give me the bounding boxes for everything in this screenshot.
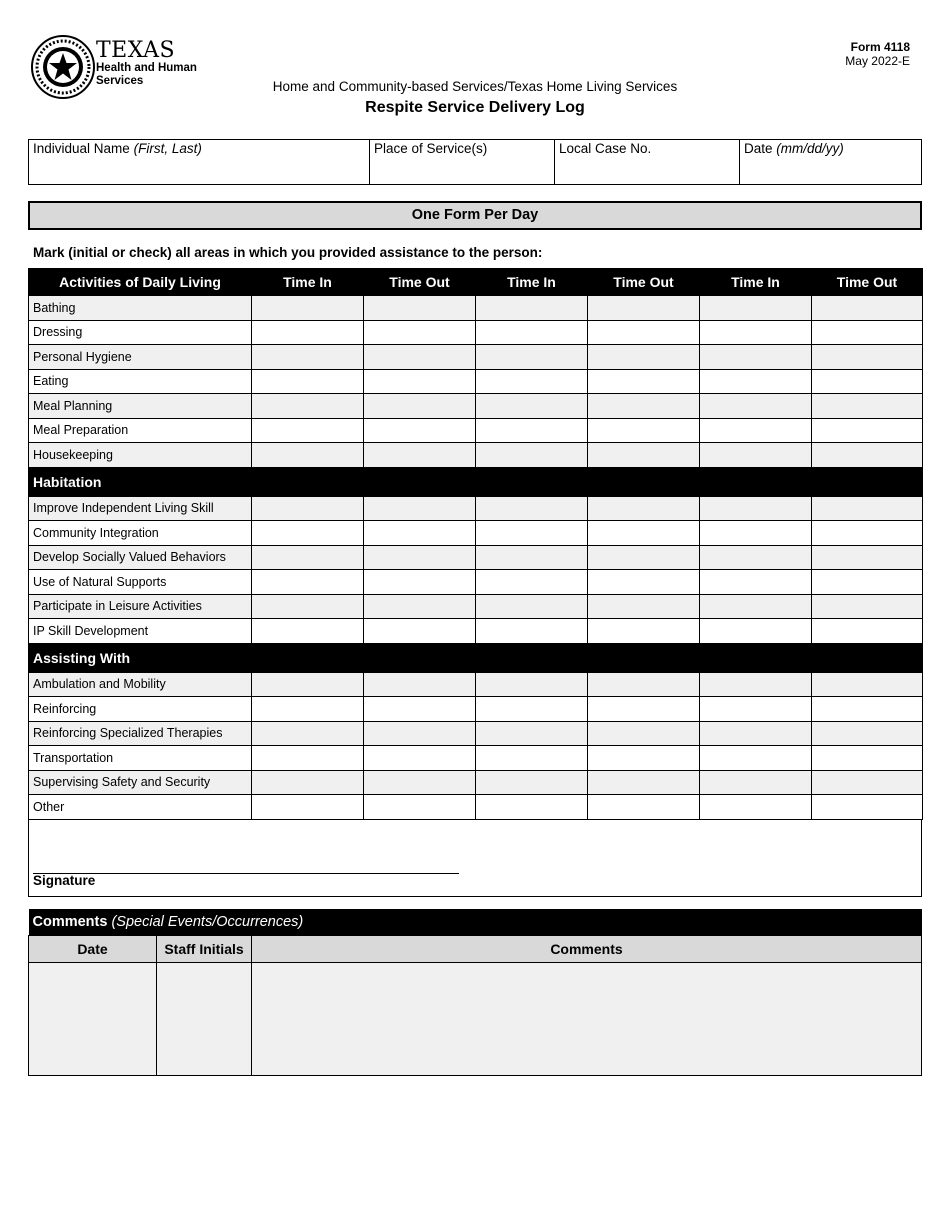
form-subtitle: Home and Community-based Services/Texas Home Living Services: [272, 79, 678, 94]
time-in-cell[interactable]: [476, 369, 588, 394]
time-in-cell[interactable]: [700, 619, 812, 644]
form-number: Form 4118: [850, 40, 910, 54]
time-out-cell[interactable]: [812, 320, 923, 345]
time-out-cell[interactable]: [588, 418, 700, 443]
table-row: [29, 594, 923, 619]
time-in-cell[interactable]: [700, 521, 812, 546]
time-out-cell[interactable]: [364, 521, 476, 546]
table-header-row: [29, 269, 923, 296]
time-in-cell[interactable]: [476, 394, 588, 419]
time-in-cell[interactable]: [252, 443, 364, 468]
time-out-cell[interactable]: [812, 521, 923, 546]
table-row: [29, 320, 923, 345]
time-out-cell[interactable]: [588, 721, 700, 746]
time-in-cell[interactable]: [252, 746, 364, 771]
logo-state-name: TEXAS: [96, 38, 176, 63]
time-out-cell[interactable]: [364, 746, 476, 771]
time-out-cell[interactable]: [364, 443, 476, 468]
time-out-cell[interactable]: [364, 496, 476, 521]
time-in-cell[interactable]: [700, 369, 812, 394]
signature-box[interactable]: [28, 819, 922, 897]
time-out-cell[interactable]: [364, 619, 476, 644]
comments-section-header: [29, 909, 922, 936]
time-in-cell[interactable]: [700, 296, 812, 321]
table-row: [29, 296, 923, 321]
one-form-per-day-banner: One Form Per Day: [28, 201, 922, 230]
activity-label: Participate in Leisure Activities: [29, 594, 252, 619]
time-out-cell[interactable]: [812, 570, 923, 595]
time-out-cell[interactable]: [588, 594, 700, 619]
activity-label: Eating: [29, 369, 252, 394]
time-out-cell[interactable]: [364, 296, 476, 321]
time-in-cell[interactable]: [700, 545, 812, 570]
field-hint: (mm/dd/yy): [776, 141, 844, 156]
time-out-cell[interactable]: [812, 443, 923, 468]
comments-table: [28, 909, 922, 1076]
time-in-cell[interactable]: [252, 394, 364, 419]
column-header: Time Out: [812, 269, 923, 296]
time-in-cell[interactable]: [252, 296, 364, 321]
activity-label: Bathing: [29, 296, 252, 321]
activity-label: Community Integration: [29, 521, 252, 546]
comment-text-cell[interactable]: [252, 963, 922, 1076]
time-in-cell[interactable]: [252, 594, 364, 619]
time-in-cell[interactable]: [700, 770, 812, 795]
time-in-cell[interactable]: [476, 770, 588, 795]
time-in-cell[interactable]: [700, 672, 812, 697]
activities-table: [28, 268, 923, 820]
activity-label: Dressing: [29, 320, 252, 345]
time-out-cell[interactable]: [588, 369, 700, 394]
table-row: [29, 770, 923, 795]
date-field[interactable]: [740, 140, 922, 185]
time-in-cell[interactable]: [252, 345, 364, 370]
time-out-cell[interactable]: [812, 770, 923, 795]
time-out-cell[interactable]: [588, 443, 700, 468]
time-in-cell[interactable]: [252, 721, 364, 746]
local-case-no-field[interactable]: [555, 140, 740, 185]
time-out-cell[interactable]: [364, 795, 476, 820]
place-of-service-field[interactable]: [370, 140, 555, 185]
time-in-cell[interactable]: [700, 697, 812, 722]
time-in-cell[interactable]: [700, 496, 812, 521]
time-in-cell[interactable]: [700, 721, 812, 746]
time-out-cell[interactable]: [588, 619, 700, 644]
time-out-cell[interactable]: [588, 672, 700, 697]
time-out-cell[interactable]: [812, 672, 923, 697]
time-out-cell[interactable]: [588, 770, 700, 795]
time-in-cell[interactable]: [252, 697, 364, 722]
time-in-cell[interactable]: [700, 345, 812, 370]
time-in-cell[interactable]: [476, 570, 588, 595]
column-header-date: Date: [29, 936, 157, 963]
time-in-cell[interactable]: [252, 545, 364, 570]
time-out-cell[interactable]: [588, 697, 700, 722]
time-in-cell[interactable]: [476, 418, 588, 443]
comment-date-cell[interactable]: [29, 963, 157, 1076]
column-header: Time Out: [364, 269, 476, 296]
time-in-cell[interactable]: [476, 721, 588, 746]
activity-label: Personal Hygiene: [29, 345, 252, 370]
time-out-cell[interactable]: [588, 345, 700, 370]
time-in-cell[interactable]: [700, 570, 812, 595]
time-out-cell[interactable]: [364, 697, 476, 722]
activity-label: Reinforcing: [29, 697, 252, 722]
comments-title: Comments: [32, 914, 108, 930]
table-row: [29, 697, 923, 722]
time-out-cell[interactable]: [812, 296, 923, 321]
time-out-cell[interactable]: [812, 369, 923, 394]
time-out-cell[interactable]: [812, 795, 923, 820]
section-title: Assisting With: [29, 643, 923, 672]
time-out-cell[interactable]: [812, 697, 923, 722]
section-header-row: [29, 643, 923, 672]
time-in-cell[interactable]: [252, 418, 364, 443]
field-hint: (First, Last): [133, 141, 202, 156]
time-in-cell[interactable]: [476, 697, 588, 722]
activity-label: Other: [29, 795, 252, 820]
activity-label: Develop Socially Valued Behaviors: [29, 545, 252, 570]
activity-label: Improve Independent Living Skill: [29, 496, 252, 521]
time-out-cell[interactable]: [588, 746, 700, 771]
table-row: [29, 418, 923, 443]
table-row: [29, 545, 923, 570]
time-out-cell[interactable]: [364, 770, 476, 795]
time-out-cell[interactable]: [588, 394, 700, 419]
time-in-cell[interactable]: [700, 443, 812, 468]
time-in-cell[interactable]: [700, 418, 812, 443]
table-row: [29, 521, 923, 546]
time-out-cell[interactable]: [364, 418, 476, 443]
time-out-cell[interactable]: [364, 721, 476, 746]
instructions-text: Mark (initial or check) all areas in which you provided assistance to the person:: [33, 245, 543, 260]
activity-label: Housekeeping: [29, 443, 252, 468]
column-header: Time Out: [588, 269, 700, 296]
signature-line: [33, 873, 459, 874]
time-out-cell[interactable]: [364, 545, 476, 570]
time-in-cell[interactable]: [700, 795, 812, 820]
time-in-cell[interactable]: [476, 345, 588, 370]
time-in-cell[interactable]: [476, 496, 588, 521]
table-row: [29, 345, 923, 370]
activity-label: Meal Preparation: [29, 418, 252, 443]
section-header-row: [29, 467, 923, 496]
activity-label: Reinforcing Specialized Therapies: [29, 721, 252, 746]
column-header: Time In: [476, 269, 588, 296]
table-row: [29, 795, 923, 820]
individual-name-field[interactable]: [29, 140, 370, 185]
time-out-cell[interactable]: [588, 545, 700, 570]
column-header-staff-initials: Staff Initials: [157, 936, 252, 963]
time-out-cell[interactable]: [588, 496, 700, 521]
time-out-cell[interactable]: [812, 545, 923, 570]
time-in-cell[interactable]: [700, 394, 812, 419]
comment-initials-cell[interactable]: [157, 963, 252, 1076]
time-out-cell[interactable]: [588, 320, 700, 345]
logo-line-1: Health and Human: [96, 62, 197, 74]
time-out-cell[interactable]: [364, 345, 476, 370]
column-header: Time In: [252, 269, 364, 296]
time-out-cell[interactable]: [588, 521, 700, 546]
time-in-cell[interactable]: [700, 746, 812, 771]
activity-label: Meal Planning: [29, 394, 252, 419]
time-in-cell[interactable]: [252, 672, 364, 697]
form-revision-date: May 2022-E: [845, 54, 910, 68]
table-row: [29, 369, 923, 394]
time-out-cell[interactable]: [364, 320, 476, 345]
time-in-cell[interactable]: [700, 594, 812, 619]
table-row: [29, 570, 923, 595]
field-label: Local Case No.: [559, 141, 652, 156]
column-header-comments: Comments: [252, 936, 922, 963]
time-out-cell[interactable]: [588, 795, 700, 820]
time-in-cell[interactable]: [476, 594, 588, 619]
form-identifier: [845, 40, 910, 68]
activity-label: IP Skill Development: [29, 619, 252, 644]
time-in-cell[interactable]: [252, 496, 364, 521]
time-out-cell[interactable]: [812, 594, 923, 619]
time-in-cell[interactable]: [700, 320, 812, 345]
table-row: [29, 443, 923, 468]
column-header: Activities of Daily Living: [29, 269, 252, 296]
time-out-cell[interactable]: [588, 570, 700, 595]
field-label: Individual Name: [33, 141, 130, 156]
field-label: Date: [744, 141, 773, 156]
time-in-cell[interactable]: [252, 795, 364, 820]
activity-label: Ambulation and Mobility: [29, 672, 252, 697]
time-in-cell[interactable]: [476, 746, 588, 771]
table-row: [29, 394, 923, 419]
time-out-cell[interactable]: [812, 418, 923, 443]
time-in-cell[interactable]: [476, 296, 588, 321]
time-in-cell[interactable]: [476, 320, 588, 345]
logo-line-2: Services: [96, 75, 144, 87]
time-in-cell[interactable]: [252, 369, 364, 394]
form-title: Respite Service Delivery Log: [365, 99, 585, 116]
activity-label: Transportation: [29, 746, 252, 771]
table-row: [29, 746, 923, 771]
time-in-cell[interactable]: [252, 570, 364, 595]
time-out-cell[interactable]: [812, 345, 923, 370]
time-out-cell[interactable]: [588, 296, 700, 321]
time-in-cell[interactable]: [476, 619, 588, 644]
time-out-cell[interactable]: [812, 619, 923, 644]
time-out-cell[interactable]: [812, 721, 923, 746]
section-title: Habitation: [29, 467, 923, 496]
time-in-cell[interactable]: [252, 770, 364, 795]
column-header: Time In: [700, 269, 812, 296]
time-out-cell[interactable]: [364, 369, 476, 394]
signature-label: Signature: [33, 873, 96, 888]
time-out-cell[interactable]: [812, 496, 923, 521]
time-in-cell[interactable]: [252, 521, 364, 546]
comments-title-hint: (Special Events/Occurrences): [111, 914, 304, 930]
time-out-cell[interactable]: [364, 594, 476, 619]
activity-label: Supervising Safety and Security: [29, 770, 252, 795]
time-out-cell[interactable]: [812, 746, 923, 771]
activity-label: Use of Natural Supports: [29, 570, 252, 595]
table-row: [29, 721, 923, 746]
time-out-cell[interactable]: [364, 394, 476, 419]
time-in-cell[interactable]: [252, 619, 364, 644]
time-in-cell[interactable]: [476, 521, 588, 546]
time-in-cell[interactable]: [476, 545, 588, 570]
time-out-cell[interactable]: [812, 394, 923, 419]
field-label: Place of Service(s): [374, 141, 488, 156]
table-row: [29, 619, 923, 644]
time-in-cell[interactable]: [476, 672, 588, 697]
table-row: [29, 496, 923, 521]
time-out-cell[interactable]: [364, 672, 476, 697]
individual-info-table: [28, 139, 922, 185]
time-in-cell[interactable]: [476, 795, 588, 820]
table-row: [29, 672, 923, 697]
time-in-cell[interactable]: [476, 443, 588, 468]
time-out-cell[interactable]: [364, 570, 476, 595]
time-in-cell[interactable]: [252, 320, 364, 345]
